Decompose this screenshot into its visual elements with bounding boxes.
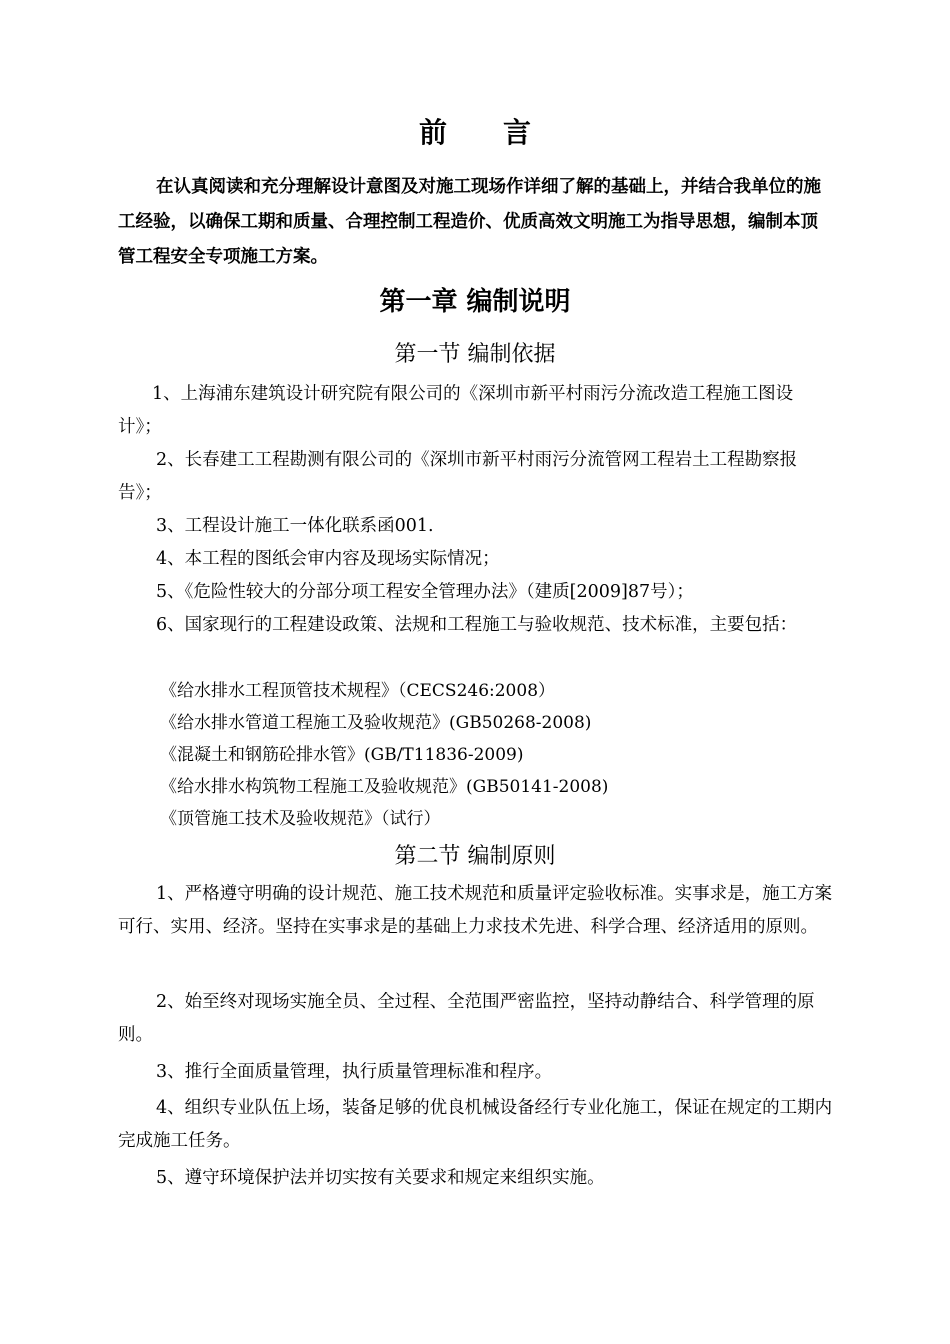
reference-item-1: 《给水排水工程顶管技术规程》（CECS246:2008） — [160, 681, 556, 701]
basis-item-5: 5、《危险性较大的分部分项工程安全管理办法》（建质[2009]87号）； — [156, 582, 694, 602]
reference-item-5: 《顶管施工技术及验收规范》（试行） — [160, 809, 441, 829]
principle-item-2: 2、始至终对现场实施全员、全过程、全范围严密监控，坚持动静结合、科学管理的原则。 — [118, 992, 815, 1045]
basis-item-4: 4、本工程的图纸会审内容及现场实际情况； — [156, 549, 500, 569]
principle-item-4: 4、组织专业队伍上场，装备足够的优良机械设备经行专业化施工，保证在规定的工期内完成施工任务。 — [118, 1098, 833, 1151]
reference-item-4: 《给水排水构筑物工程施工及验收规范》(GB50141-2008) — [160, 777, 609, 797]
principle-item-5: 5、遵守环境保护法并切实按有关要求和规定来组织实施。 — [156, 1168, 605, 1188]
basis-item-6: 6、国家现行的工程建设政策、法规和工程施工与验收规范、技术标准，主要包括： — [156, 615, 798, 635]
chapter-title: 第一章 编制说明 — [379, 287, 571, 317]
preface-paragraph: 在认真阅读和充分理解设计意图及对施工现场作详细了解的基础上，并结合我单位的施工经验，以确保工期和质量、合理控制工程造价、优质高效文明施工为指导思想，编制本顶管工程安全专项施工方案。 — [118, 177, 821, 267]
basis-item-2: 2、长春建工工程勘测有限公司的《深圳市新平村雨污分流管网工程岩土工程勘察报告》； — [118, 450, 798, 503]
principle-item-1: 1、严格遵守明确的设计规范、施工技术规范和质量评定验收标准。实事求是，施工方案可行、实用、经济。坚持在实事求是的基础上力求技术先进、科学合理、经济适用的原则。 — [118, 884, 833, 937]
principle-item-3: 3、推行全面质量管理，执行质量管理标准和程序。 — [156, 1062, 553, 1082]
reference-item-3: 《混凝土和钢筋砼排水管》(GB/T11836-2009) — [160, 745, 524, 765]
basis-item-1: 1、上海浦东建筑设计研究院有限公司的《深圳市新平村雨污分流改造工程施工图设计》； — [118, 384, 794, 437]
reference-item-2: 《给水排水管道工程施工及验收规范》(GB50268-2008) — [160, 713, 592, 733]
basis-item-3: 3、工程设计施工一体化联系函001. — [156, 516, 434, 536]
page-title: 前言 — [418, 116, 587, 149]
section-title-basis: 第一节 编制依据 — [394, 342, 556, 367]
section-title-principles: 第二节 编制原则 — [394, 844, 556, 869]
